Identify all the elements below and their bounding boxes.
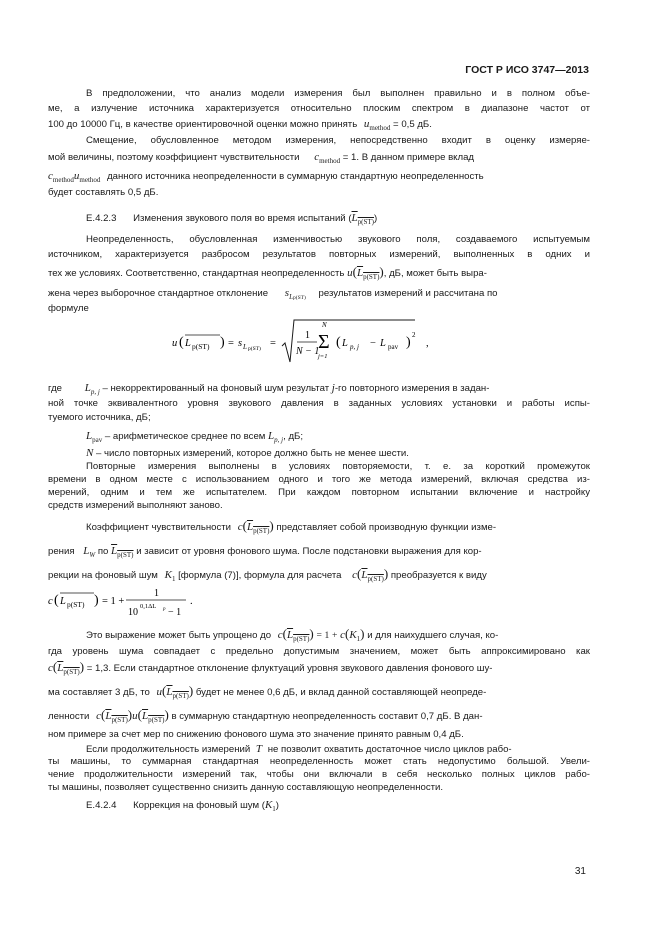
para6-line5-tail: в суммарную стандартную неопределенность составит 0,7 дБ. В дан- <box>171 711 483 722</box>
section-e423: Е.4.2.3 Изменения звукового поля во время испытаний $(\overline{L}_{p(ST)})$ <box>86 212 378 226</box>
para5-line2 <box>48 545 482 561</box>
eq-s-sub-2: p(ST) <box>248 346 261 352</box>
n-symbol: N <box>86 447 94 459</box>
eq-equals-1: = <box>228 338 234 349</box>
para2-line2-text: мой величины, поэтому коэффициент чувствительности <box>48 152 300 163</box>
eq-lpav: L <box>380 338 386 349</box>
para3-line4-text: жена через выборочное стандартное отклонение <box>48 288 269 299</box>
para6-line1-tail: и для наихудшего случая, ко- <box>367 630 499 641</box>
l-pst-sub-2: p(ST) <box>363 272 380 281</box>
para1-line1: В предположении, что анализ модели измерения был выполнен правильно и в полном объе- <box>86 88 590 99</box>
eq-u: u <box>172 338 178 349</box>
para6-line4-tail: будет не менее 0,6 дБ, и вклад данной составляющей неопреде- <box>195 687 487 698</box>
para3-line3: тех же условиях. Соответственно, стандартная неопределенность $u(\overline{L}_{p(ST)})$, дБ, может быть выра- <box>48 264 487 281</box>
s-sub-2: p(ST) <box>292 294 306 301</box>
eq-lpj-sub: p, j <box>350 343 359 351</box>
page-header: ГОСТ Р ИСО 3747—2013 <box>465 64 589 76</box>
c-symbol-5: c <box>48 662 53 674</box>
where-label: где <box>48 383 63 394</box>
eq-minus: − <box>370 338 376 349</box>
l-pst-sub-9: p(ST) <box>111 715 128 724</box>
k1-symbol: K <box>264 799 273 811</box>
para6-line3: $c(\overline{L}_{p(ST)}) = 1,3$. Если стандартное отклонение флуктуаций уровня звукового давления фонового шу- <box>48 659 493 676</box>
svg-text:): ) <box>94 593 99 608</box>
where-line4-text: – арифметическое среднее по всем <box>104 431 266 442</box>
l-pst-sub-5: p(ST) <box>367 574 384 583</box>
where-line1-text: – некорректированный на фоновый шум результат <box>102 383 330 394</box>
u-symbol: u <box>347 267 353 279</box>
s-sub: L <box>289 292 293 301</box>
para5-line1: Коэффициент чувствительности $c(\overline{L}_{p(ST)})$ представляет собой производную функции изме- <box>86 518 497 535</box>
section-e423-number: Е.4.2.3 <box>86 213 117 224</box>
l-pst-sub-3: p(ST) <box>253 526 270 535</box>
eq2-dot: . <box>190 596 193 607</box>
para1-line3 <box>48 118 432 134</box>
para4-line2: времени в одном месте с использованием одного и того же метода измерений, включая средства из- <box>48 474 590 485</box>
l-pst-sub-8: p(ST) <box>172 691 189 700</box>
lpj-sub: p, j <box>90 387 100 396</box>
para7-line1-text: Если продолжительность измерений <box>86 744 251 755</box>
where-line2: ной точке эквивалентного уровня звукового давления в заданных условиях установки и работы испы- <box>48 398 590 409</box>
t-symbol: T <box>255 743 263 755</box>
eq-equals-2: = <box>270 338 276 349</box>
l-pst-symbol-7: $\overline{L}$ <box>57 662 64 674</box>
l-pst-symbol-9: $\overline{L}$ <box>105 710 112 722</box>
c-symbol-3: c <box>277 629 283 641</box>
section-e424-number: Е.4.2.4 <box>86 800 117 811</box>
where-line4-tail: , дБ; <box>283 431 304 442</box>
lpj-symbol-2: L <box>268 430 275 442</box>
para5-line3-mid: [формула (7)], формула для расчета <box>178 570 342 581</box>
para3-line4-tail: результатов измерений и рассчитана по <box>318 288 498 299</box>
para2-line2 <box>48 151 474 167</box>
eq2-l-sub: p(ST) <box>67 600 85 609</box>
where-line4 <box>86 430 303 446</box>
para2-line1: Смещение, обусловленное методом измерения, непосредственно входит в оценку измеряе- <box>86 135 590 146</box>
eq-l: L <box>185 338 191 349</box>
lpj-sub-2: p, j <box>274 435 284 444</box>
eq2-exp-sub: p <box>163 607 166 612</box>
para5-line1-text: Коэффициент чувствительности <box>86 522 232 533</box>
u-method-sub-2: method <box>79 175 101 184</box>
eq-s: s <box>238 338 243 349</box>
para5-line3: рекции на фоновый шум $K_1$ [формула (7)], формула для расчета $c(\overline{L}_{p(ST)})$ преобразуется к виду <box>48 566 487 583</box>
lpj-symbol: L <box>84 382 91 394</box>
eq2-ten: 10 <box>128 607 138 618</box>
eq2-c: c <box>48 596 53 607</box>
u-method-symbol: u <box>363 118 370 130</box>
para3-line3-text: тех же условиях. Соответственно, стандартная неопределенность <box>48 268 345 279</box>
eq3-equals: = <box>316 630 322 641</box>
eq3-one: 1 <box>324 630 330 641</box>
para2-line4: будет составлять 0,5 дБ. <box>48 187 159 198</box>
l-pst-symbol-5: $\overline{L}$ <box>361 569 368 581</box>
page-number: 31 <box>574 866 586 877</box>
para2-line3 <box>48 170 484 186</box>
l-pst-sub-6: p(ST) <box>293 634 310 643</box>
l-pst-sub-10: p(ST) <box>148 715 165 724</box>
para6-line5-text: ленности <box>48 711 90 722</box>
para5-line3-tail: преобразуется к виду <box>390 570 487 581</box>
eq2-l: L <box>60 596 66 607</box>
para7-line3: чение продолжительности измерений так, чтобы они включали в себя несколько полных циклов рабо- <box>48 769 590 780</box>
eq-sum-bottom: j=1 <box>318 353 328 360</box>
u-method-symbol-2: u <box>73 170 80 182</box>
u-method-sub: method <box>369 123 391 132</box>
l-pst-symbol-10: $\overline{L}$ <box>141 710 149 722</box>
para5-line3-text: рекции на фоновый шум <box>48 570 158 581</box>
eq-frac-den: N − 1 <box>296 346 320 357</box>
para6-line5: ленности $c(\overline{L}_{p(ST)})u(\overline{L}_{p(ST)})$ в суммарную стандартную неопределенность составит 0,7 дБ. В дан- <box>48 707 483 724</box>
k-sub: 1 <box>171 574 176 583</box>
c-symbol-6: c <box>96 710 101 722</box>
k-symbol: K <box>164 569 172 581</box>
para6-line4: ма составляет 3 дБ, то $u(\overline{L}_{p(ST)})$ будет не менее 0,6 дБ, и вклад данной составляющей неопреде- <box>48 683 487 700</box>
para6-line4-text: ма составляет 3 дБ, то <box>48 687 150 698</box>
j-symbol: j <box>331 382 335 394</box>
eq-lpj: L <box>342 338 348 349</box>
c-method-sub: method <box>319 156 341 165</box>
eq2-num: 1 <box>154 588 159 599</box>
l-pst-sub-7: p(ST) <box>63 667 80 676</box>
equation-c <box>46 584 216 620</box>
eq-l-sub: p(ST) <box>192 342 210 351</box>
where-line5 <box>86 447 409 460</box>
para6-line1-text: Это выражение может быть упрощено до <box>86 630 272 641</box>
where-line1 <box>48 382 489 398</box>
para7-line2: ты машины, то суммарная стандартная неопределенность может стать недопустимо большой. Увели- <box>48 756 590 767</box>
para1-line2: ме, а излучение источника характеризуется относительно плоским спектром в диапазоне частот от <box>48 103 590 114</box>
para4-line4: средств измерений выполняют заново. <box>48 500 223 511</box>
para5-line1-tail: представляет собой производную функции изме- <box>276 522 497 533</box>
para3-line4 <box>48 287 498 304</box>
section-e423-title: Изменения звукового поля во время испытаний ( <box>133 213 352 224</box>
eq2-exp: 0,1ΔL <box>140 603 157 610</box>
c-method-symbol: c <box>314 151 320 163</box>
para1-line3-value: = 0,5 дБ. <box>393 119 432 130</box>
section-e424-title: Коррекция на фоновый шум ( <box>133 800 265 811</box>
para7-line1-tail: не позволит охватить достаточное число циклов рабо- <box>267 744 512 755</box>
para7-line1 <box>86 743 512 756</box>
where-line5-text: – число повторных измерений, которое должно быть не менее шести. <box>96 448 409 459</box>
para1-line3-text: 100 до 10000 Гц, в качестве ориентировочной оценки можно принять <box>48 119 358 130</box>
l-pst-symbol-4: $\overline{L}$ <box>111 545 118 557</box>
c-symbol-2: c <box>352 569 358 581</box>
para3-line5: формуле <box>48 303 89 314</box>
l-pst-sub-4: p(ST) <box>117 550 134 559</box>
eq-sum-top: N <box>322 321 327 329</box>
l-pst-symbol-3: $\overline{L}$ <box>246 521 254 533</box>
para4-line1: Повторные измерения выполнены в условиях повторяемости, т. е. за короткий промежуток <box>86 461 590 472</box>
para5-line2-tail: и зависит от уровня фонового шума. После подстановки выражения для кор- <box>136 546 482 557</box>
para6-line3-text: = 1,3. Если стандартное отклонение флуктуаций уровня звукового давления фонового шу- <box>86 663 493 674</box>
l-pst-symbol-6: $\overline{L}$ <box>286 629 294 641</box>
para7-line4: ты машины, позволяет существенно снизить данную составляющую неопределенности. <box>48 782 444 793</box>
svg-text:(: ( <box>179 335 184 350</box>
eq3-plus: + <box>332 630 338 641</box>
para3-line2: источником, характеризуется разбросом результатов повторных измерений, выполненных в одних и <box>48 249 590 260</box>
eq-power-2: 2 <box>412 331 416 339</box>
svg-text:): ) <box>406 335 411 350</box>
eq2-minus1: − 1 <box>168 607 182 618</box>
k-sub-2: 1 <box>356 634 361 643</box>
para5-line2-text: рения <box>48 546 75 557</box>
para6-line2: гда уровень шума совпадает с предельно допустимым значением, может быть аппроксимировано как <box>48 646 590 657</box>
eq-frac-num: 1 <box>305 330 310 341</box>
l-pst-symbol-2: $\overline{L}$ <box>356 267 364 279</box>
para5-line2-po: по <box>97 546 109 557</box>
section-e424: Е.4.2.4 Коррекция на фоновый шум $(K_1)$ <box>86 799 279 813</box>
svg-text:(: ( <box>336 335 341 350</box>
l-pst-sub: p(ST) <box>357 217 374 226</box>
eq-sigma: Σ <box>318 331 330 353</box>
eq-lpav-sub: pav <box>388 343 399 351</box>
lw-sub: W <box>89 550 96 559</box>
c-symbol: c <box>237 521 243 533</box>
eq-comma: , <box>426 338 429 349</box>
lpav-symbol: L <box>86 430 93 442</box>
s-symbol: s <box>284 287 290 299</box>
u-symbol-3: u <box>132 710 138 722</box>
para3-line3-tail: , дБ, может быть выра- <box>383 268 487 279</box>
para2-line3-text: данного источника неопределенности в суммарную стандартную неопределенность <box>107 171 484 182</box>
c-method-sub-2: method <box>52 175 74 184</box>
lw-symbol: L <box>83 545 90 557</box>
lpav-sub: pav <box>92 435 103 444</box>
para6-line1: Это выражение может быть упрощено до $c(\overline{L}_{p(ST)}) = 1 + c(K_1)$ и для наихудшего случая, ко- <box>86 626 499 643</box>
para2-line2-value: = 1. В данном примере вклад <box>342 152 474 163</box>
para3-line1: Неопределенность, обусловленная изменчивостью звукового поля, создаваемого испытуемым <box>86 234 590 245</box>
k-symbol-2: K <box>349 629 357 641</box>
svg-text:(: ( <box>54 593 59 608</box>
c-method-symbol-2: c <box>48 170 53 182</box>
where-line1-tail: -го повторного измерения в задан- <box>334 383 490 394</box>
svg-text:): ) <box>220 335 225 350</box>
eq2-one-plus: = 1 + <box>102 596 125 607</box>
equation-sd <box>170 316 450 366</box>
l-pst-symbol: $\overline{L}$ <box>351 212 358 224</box>
k1-sub: 1 <box>272 804 276 813</box>
para6-line6: ном примере за счет мер по снижению фонового шума это значение принято равным 0,4 дБ. <box>48 729 464 740</box>
eq-s-sub: L <box>243 343 247 351</box>
para4-line3: мерений, одним и тем же испытателем. При каждом повторном испытании включение и настройку <box>48 487 590 498</box>
l-pst-symbol-8: $\overline{L}$ <box>166 686 173 698</box>
where-line3: туемого источника, дБ; <box>48 412 151 423</box>
c-symbol-4: c <box>340 629 345 641</box>
u-symbol-2: u <box>156 686 163 698</box>
